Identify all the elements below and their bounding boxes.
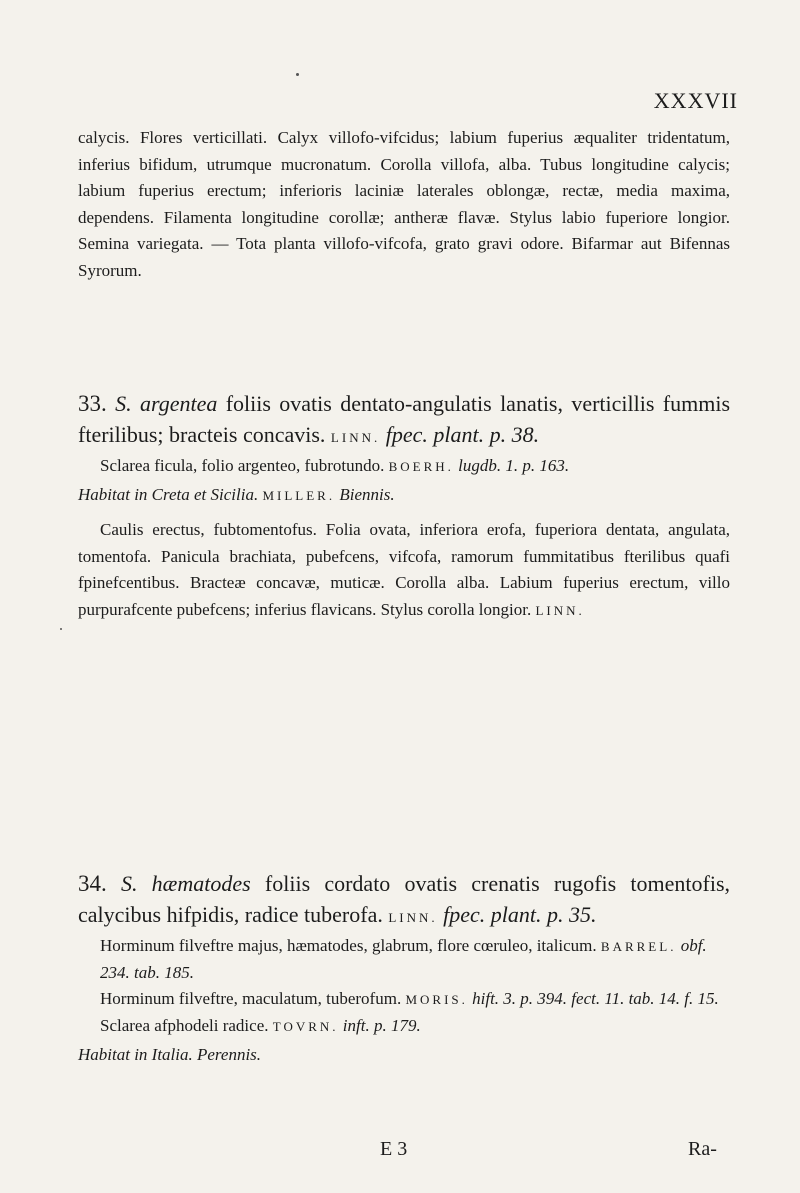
synonym-author: BOERH. bbox=[388, 459, 454, 474]
synonym-text: Horminum filveftre majus, hæmatodes, glabrum, flore cœruleo, italicum. bbox=[100, 936, 597, 955]
ink-speck bbox=[60, 628, 62, 630]
species-entry-34 bbox=[78, 868, 730, 1068]
description-text: Caulis erectus, fubtomentofus. Folia ovata, inferiora erofa, fuperiora dentata, angulata, tomentofa. Panicula brachiata, pubefcens, vifcofa, ramorum fummitatibus fterilibus quafi fpinefcentibus. Bracteæ concavæ, muticæ. Corolla alba. Labium fuperius erectum, villo purpurafcente pubefcens; inferius flavicans. Stylus corolla longior. bbox=[78, 520, 730, 619]
signature-mark: E 3 bbox=[380, 1138, 408, 1160]
species-reference: fpec. plant. p. 35. bbox=[443, 902, 597, 927]
species-description bbox=[78, 517, 730, 624]
species-number: 33. bbox=[78, 391, 107, 416]
synonym-text: Horminum filveftre, maculatum, tuberofum. bbox=[100, 989, 402, 1008]
synonym-author: TOVRN. bbox=[272, 1019, 339, 1034]
species-headline bbox=[78, 388, 730, 453]
synonym bbox=[78, 933, 730, 986]
habitat-line bbox=[78, 1042, 730, 1068]
species-name: S. argentea bbox=[115, 391, 218, 416]
synonym-reference: obf. 234. tab. 185. bbox=[100, 936, 707, 982]
habitat-duration: Biennis. bbox=[339, 485, 395, 504]
habitat-line bbox=[78, 482, 730, 509]
synonym-reference: lugdb. 1. p. 163. bbox=[458, 456, 570, 475]
intro-paragraph: calycis. Flores verticillati. Calyx villofo-vifcidus; labium fuperius æqualiter tridentatum, inferius bifidum, utrumque mucronatum. Corolla villofa, alba. Tubus longitudine calycis; labium fuperius erectum; inferioris laciniæ laterales oblongæ, rectæ, media maxima, dependens. Filamenta longitudine corollæ; antheræ flavæ. Stylus labio fuperiore longior. Semina variegata. — Tota planta villofo-vifcofa, grato gravi odore. Bifarmar aut Bifennas Syrorum. bbox=[78, 128, 730, 280]
species-author: LINN. bbox=[388, 910, 438, 925]
synonym-reference: hift. 3. p. 394. fect. 11. tab. 14. f. 15. bbox=[472, 989, 719, 1008]
species-diagnosis: foliis ovatis dentato-angulatis lanatis, verticillis fummis fterilibus; bracteis concavis. bbox=[78, 391, 731, 447]
description-author: LINN. bbox=[535, 602, 585, 618]
habitat-author: MILLER. bbox=[262, 488, 336, 503]
page-footer bbox=[0, 1138, 800, 1168]
species-entry-33 bbox=[78, 388, 730, 624]
synonym-author: BARREL. bbox=[600, 939, 677, 954]
synonym bbox=[78, 1013, 730, 1040]
species-number: 34. bbox=[78, 871, 107, 896]
catchword: Ra- bbox=[688, 1138, 717, 1160]
species-name: S. hæmatodes bbox=[120, 871, 251, 896]
habitat-label: Habitat in Creta et Sicilia. bbox=[78, 485, 259, 504]
page-number: XXXVII bbox=[653, 88, 738, 113]
synonym-text: Sclarea afphodeli radice. bbox=[100, 1016, 269, 1035]
species-diagnosis: foliis cordato ovatis crenatis rugofis tomentofis, calycibus hifpidis, radice tuberofa. bbox=[78, 871, 731, 927]
synonym-text: Sclarea ficula, folio argenteo, fubrotundo. bbox=[100, 456, 385, 475]
synonym bbox=[78, 453, 730, 480]
synonym bbox=[78, 986, 730, 1013]
synonym-author: MORIS. bbox=[405, 992, 468, 1007]
synonym-reference: inft. p. 179. bbox=[342, 1016, 421, 1035]
ink-speck bbox=[296, 73, 299, 76]
habitat-duration: Perennis. bbox=[197, 1045, 262, 1064]
species-reference: fpec. plant. p. 38. bbox=[385, 422, 540, 447]
habitat-label: Habitat in Italia. bbox=[78, 1045, 193, 1064]
species-author: LINN. bbox=[330, 430, 381, 445]
species-headline bbox=[78, 868, 730, 933]
